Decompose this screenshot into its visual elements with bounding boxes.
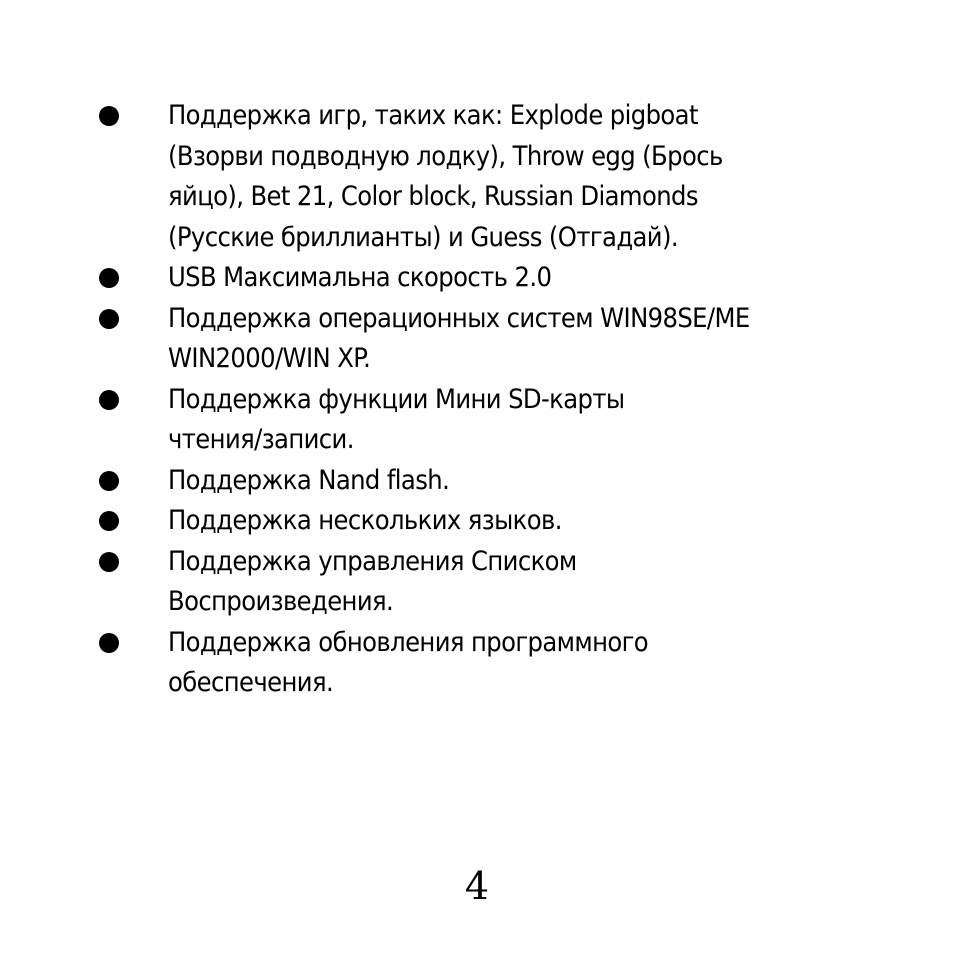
bullet-icon [99,552,119,572]
feature-text-line: (Взорви подводную лодку), Throw egg (Брось [168,140,723,172]
feature-text-line: WIN2000/WIN XP. [168,343,371,374]
feature-text-line: Поддержка игр, таких как: Explode pigboat [168,100,698,131]
feature-text-line: Поддержка операционных систем WIN98SE/ME [168,302,750,334]
feature-text-line: Поддержка функции Мини SD-карты [168,383,625,415]
feature-item [96,380,856,461]
feature-item [96,299,856,380]
feature-text-line: яйцо), Bet 21, Color block, Russian Diamonds [168,181,698,212]
feature-item [96,461,856,502]
feature-item [96,258,856,299]
bullet-icon [99,390,119,410]
feature-text-line: Воспроизведения. [168,586,394,617]
feature-text-line: Поддержка нескольких языков. [168,505,562,536]
bullet-icon [99,471,119,491]
feature-text-line: Поддержка обновления программного [168,626,649,658]
feature-item [96,542,856,623]
feature-item [96,96,856,258]
feature-text-line: Поддержка управления Списком [168,545,577,577]
feature-text-line: Поддержка Nand flash. [168,464,450,496]
feature-list [96,96,856,704]
feature-text-line: USB Максимальна скорость 2.0 [168,262,552,293]
feature-text-line: чтения/записи. [168,424,354,455]
feature-text-line: (Русские бриллианты) и Guess (Отгадай). [168,221,678,253]
feature-item [96,623,856,704]
bullet-icon [99,268,119,288]
bullet-icon [99,106,119,126]
bullet-icon [99,633,119,653]
bullet-icon [99,309,119,329]
feature-item [96,501,856,542]
page-number: 4 [464,864,490,908]
bullet-icon [99,511,119,531]
feature-text-line: обеспечения. [168,667,334,698]
